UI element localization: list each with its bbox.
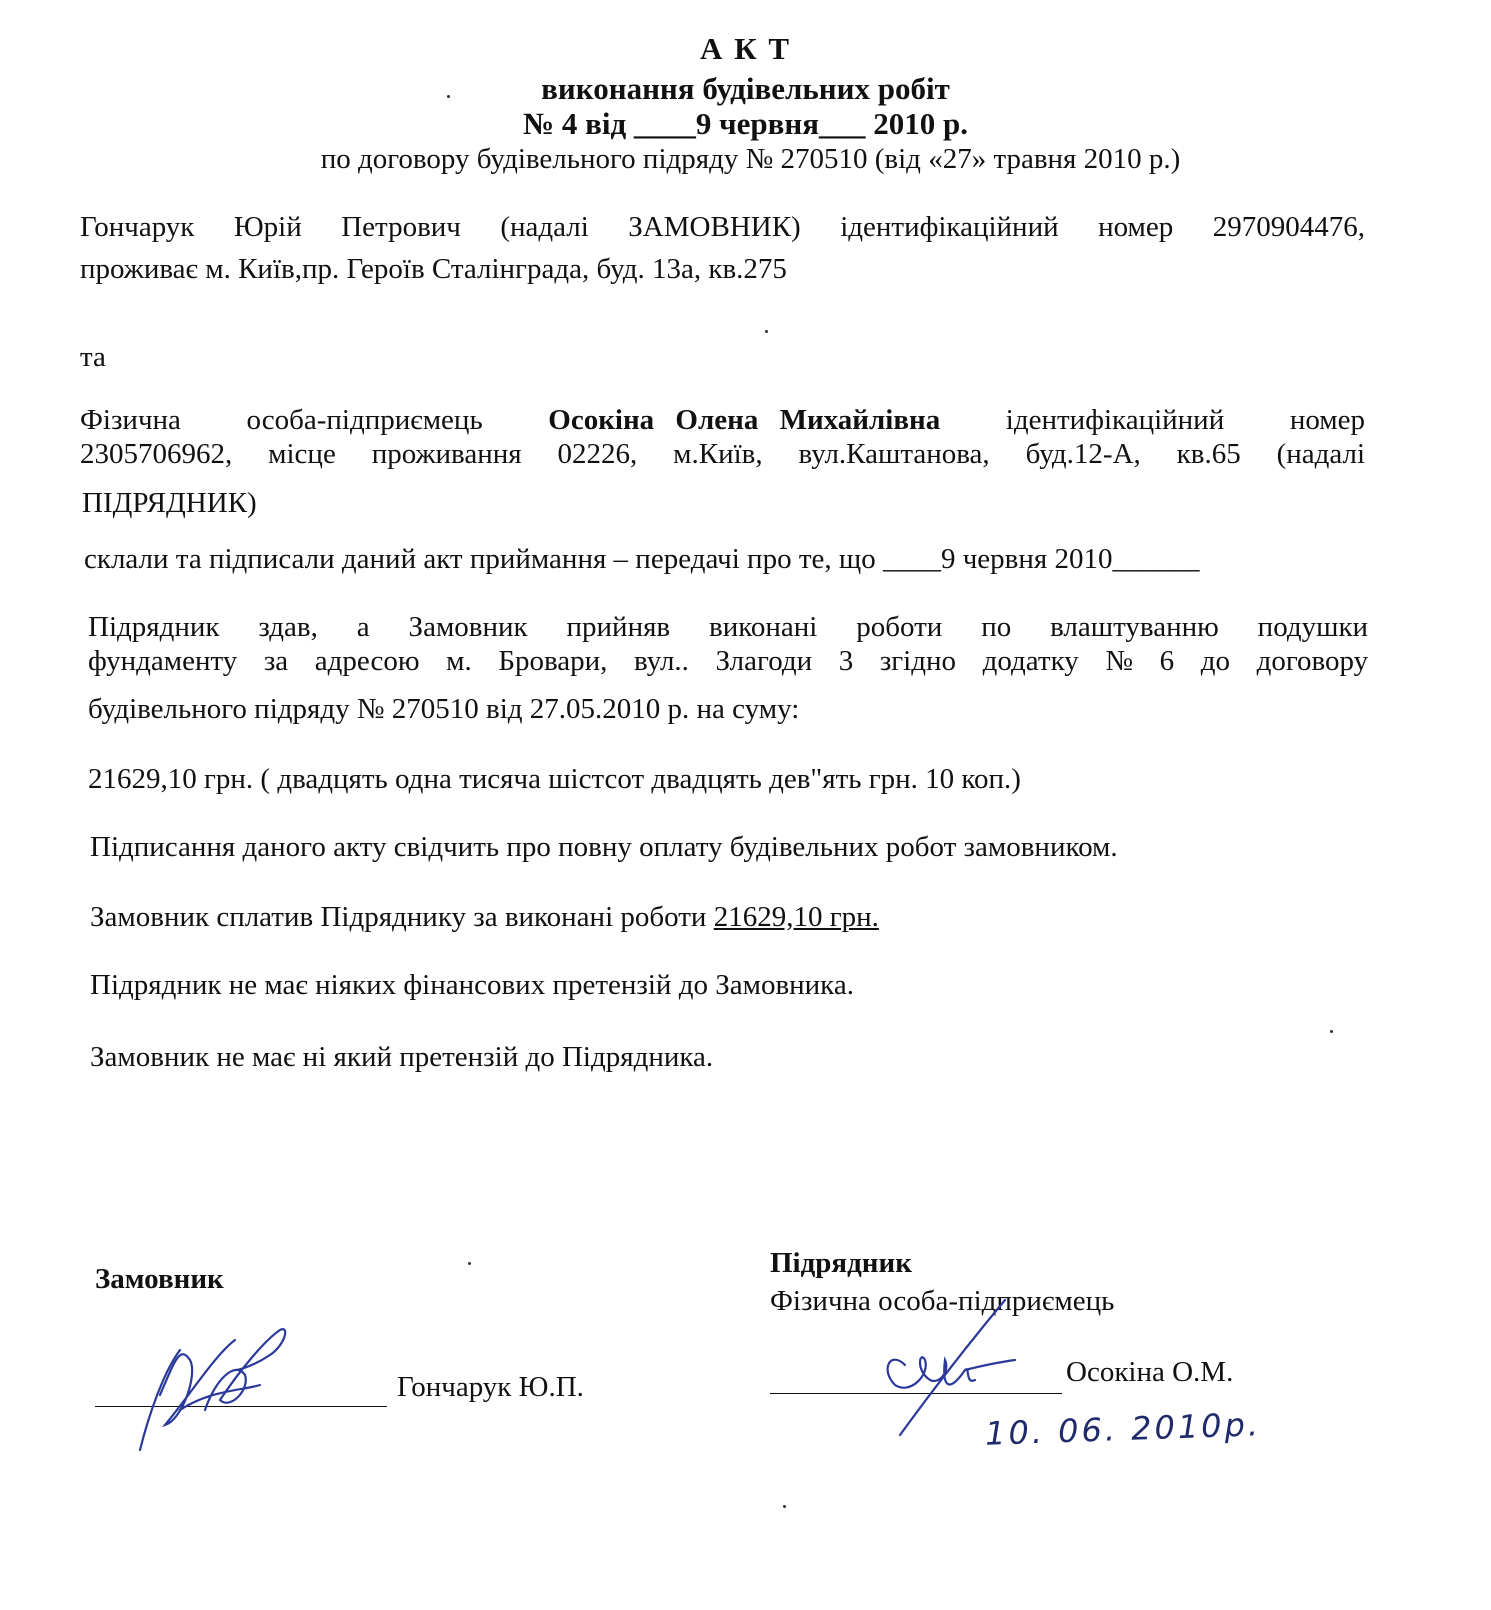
contractor-sign-role: Фізична особа-підприємець [770, 1285, 1115, 1317]
word: вул.Каштанова, [798, 438, 990, 470]
word: Юрій [233, 211, 302, 243]
word: м. [446, 645, 472, 677]
word: Підрядник [88, 611, 220, 643]
word: а [356, 611, 370, 643]
work-line-3: будівельного підряду № 270510 від 27.05.2010 р. на суму: [88, 693, 800, 725]
word: здав, [258, 611, 318, 643]
customer-no-claims: Замовник не має ні який претензій до Підрядника. [90, 1041, 714, 1073]
handwritten-date: 10. 06. 2010р. [984, 1405, 1262, 1453]
word: (надалі [1276, 438, 1366, 470]
word: проживання [371, 438, 522, 470]
word: Бровари, [498, 645, 608, 677]
paid-statement [90, 900, 879, 935]
paid-amount: 21629,10 грн. [713, 901, 879, 933]
scan-speck [765, 330, 768, 333]
word: Петрович [341, 211, 461, 243]
scan-speck [1330, 1030, 1333, 1033]
word: місце [268, 438, 336, 470]
word: вул.. [634, 645, 689, 677]
word: ідентифікаційний [840, 211, 1059, 243]
customer-paragraph [80, 210, 1365, 244]
contractor-line-2 [80, 437, 1365, 471]
word: номер [1289, 404, 1366, 436]
word: кв.65 [1176, 438, 1241, 470]
act-number-date: № 4 від ____9 червня___ 2010 р. [522, 106, 969, 141]
customer-sign-label: Замовник [95, 1263, 224, 1295]
document-subtitle: виконання будівельних робіт [541, 71, 950, 106]
word: по [981, 611, 1012, 643]
word: виконані [709, 611, 818, 643]
word: Злагоди [715, 645, 813, 677]
word: 3 [838, 645, 854, 677]
word: 02226, [557, 438, 638, 470]
customer-line-1 [80, 210, 1365, 244]
word: номер [1098, 211, 1174, 243]
word: за [263, 645, 289, 677]
word: згідно [879, 645, 957, 677]
contractor-name-bold: Осокіна Олена Михайлівна [548, 404, 941, 436]
word: ЗАМОВНИК) [628, 211, 801, 243]
contractor-sign-label: Підрядник [770, 1247, 912, 1279]
contract-reference: по договору будівельного підряду № 270510 (від «27» травня 2010 р.) [320, 143, 1181, 175]
word: прийняв [566, 611, 671, 643]
word: до [1200, 645, 1230, 677]
contractor-no-claims: Підрядник не має ніяких фінансових претензій до Замовника. [90, 969, 854, 1001]
customer-address: проживає м. Київ,пр. Героїв Сталінграда, буд. 13а, кв.275 [80, 253, 787, 285]
word: м.Київ, [673, 438, 763, 470]
contractor-line-1 [80, 403, 1365, 437]
paid-prefix: Замовник сплатив Підряднику за виконані роботи [90, 901, 714, 933]
work-line-1 [88, 610, 1368, 644]
acceptance-statement: склали та підписали даний акт приймання – передачі про те, що ____9 червня 2010______ [84, 543, 1200, 575]
contractor-designation: ПІДРЯДНИК) [82, 487, 257, 519]
scan-speck [447, 95, 450, 98]
amount-text: 21629,10 грн. ( двадцять одна тисяча шістсот двадцять дев"ять грн. 10 коп.) [88, 763, 1021, 795]
customer-signature-icon [120, 1300, 300, 1460]
contractor-paragraph [80, 403, 1365, 471]
word: Фізична [80, 404, 181, 436]
word: ідентифікаційний [1005, 404, 1225, 436]
word: договору [1256, 645, 1369, 677]
word: Гончарук [80, 211, 195, 243]
word: (надалі [500, 211, 589, 243]
word: адресою [314, 645, 420, 677]
document-title: А К Т [699, 31, 792, 66]
word: влаштуванню [1050, 611, 1219, 643]
word: 2305706962, [80, 438, 233, 470]
word: Замовник [408, 611, 528, 643]
scan-speck [783, 1505, 786, 1508]
payment-confirmation: Підписання даного акту свідчить про повну оплату будівельних робот замовником. [90, 831, 1118, 863]
word: додатку [982, 645, 1079, 677]
word: 6 [1159, 645, 1175, 677]
conjunction-text: та [80, 341, 106, 373]
customer-sign-name: Гончарук Ю.П. [397, 1371, 584, 1403]
work-line-2 [88, 644, 1368, 678]
word: буд.12-А, [1025, 438, 1141, 470]
scan-speck [468, 1262, 471, 1265]
word: подушки [1257, 611, 1369, 643]
word: № [1105, 645, 1134, 677]
contractor-sign-name: Осокіна О.М. [1066, 1356, 1234, 1388]
word: фундаменту [88, 645, 238, 677]
word: роботи [856, 611, 943, 643]
word: особа-підприємець [246, 404, 483, 436]
word: 2970904476, [1212, 211, 1365, 243]
work-paragraph [88, 610, 1368, 678]
